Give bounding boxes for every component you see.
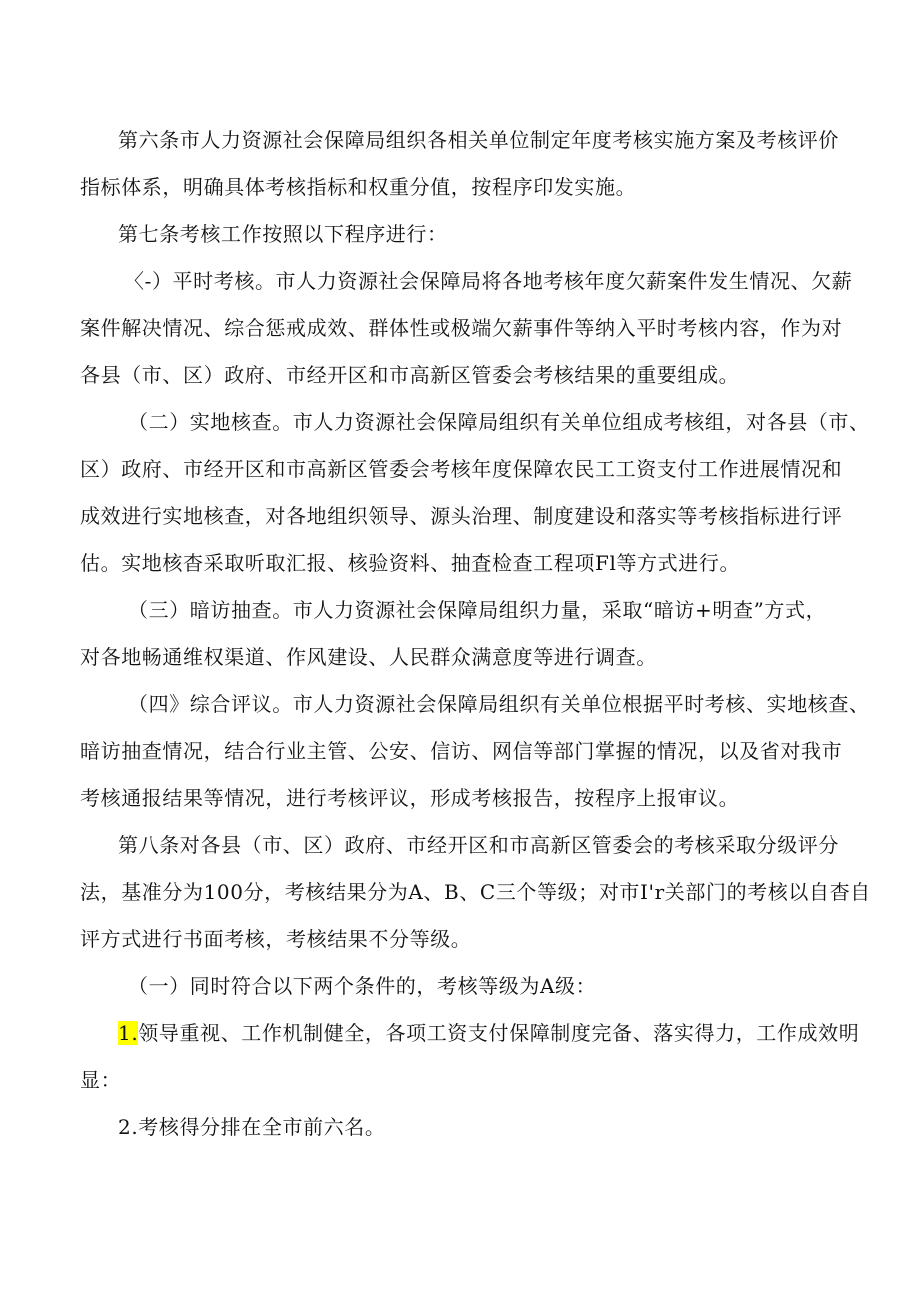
paragraph-8-line-2: 法，基准分为100分，考核结果分为A、B、C三个等级；对市I'r关部门的考核以自杳自 [80,880,871,904]
item-4-line-1: （四》综合评议。市人力资源社会保障局组织有关单位根据平时考核、实地核查、 [128,692,870,716]
condition-1-number-highlight: 1. [118,1021,139,1045]
item-1-line-1: 〈-）平时考核。市人力资源社会保障局将各地考核年度欠薪案件发生情况、欠薪 [124,269,853,293]
level-a-heading: （一）同时符合以下两个条件的，考核等级为A级： [128,974,597,998]
paragraph-8-line-3: 评方式进行书面考核，考核结果不分等级。 [80,927,472,951]
item-4-line-3: 考核通报结果等情况，进行考核评议，形成考核报告，按程序上报审议。 [80,786,740,810]
item-4-line-2: 暗访抽查情况，结合行业主管、公安、信访、网信等部门掌握的情况，以及省对我市 [80,739,843,763]
condition-1-text: 领导重视、工作机制健全，各项工资支付保障制度完备、落实得力，工作成效明 [138,1021,860,1045]
condition-2-line-1: 2.考核得分排在全市前六名。 [118,1115,386,1139]
item-3-line-2: 对各地畅通维权渠道、作风建设、人民群众满意度等进行调查。 [80,645,657,669]
condition-1-line-1 [118,1019,859,1047]
item-2-line-1: （二）实地核查。市人力资源社会保障局组织有关单位组成考核组，对各县（市、 [128,410,870,434]
condition-1-line-2: 显： [80,1068,122,1092]
paragraph-6-line-1: 第六条市人力资源社会保障局组织各相关单位制定年度考核实施方案及考核评价 [118,128,839,152]
item-2-line-3: 成效进行实地核查，对各地组织领导、源头治理、制度建设和落实等考核指标进行评 [80,504,843,528]
paragraph-6-line-2: 指标体系，明确具体考核指标和权重分值，按程序印发实施。 [80,175,637,199]
paragraph-8-line-1: 第八条对各县（市、区）政府、市经开区和市高新区管委会的考核采取分级评分 [118,833,839,857]
paragraph-7-line-1: 第七条考核工作按照以下程序进行： [118,222,448,246]
item-2-line-2: 区）政府、市经开区和市高新区管委会考核年度保障农民工工资支付工作进展情况和 [80,457,843,481]
item-1-line-2: 案件解决情况、综合惩戒成效、群体性或极端欠薪事件等纳入平时考核内容，作为对 [80,316,843,340]
item-2-line-4: 估。实地核杳采取听取汇报、核验资料、抽査检查工程项Fl等方式进行。 [80,551,741,575]
item-3-line-1: （三）暗访抽查。市人力资源社会保障局组织力量，采取“暗访+明查”方式， [128,598,827,622]
item-1-line-3: 各县（市、区）政府、市经开区和市高新区管委会考核结果的重要组成。 [80,363,740,387]
